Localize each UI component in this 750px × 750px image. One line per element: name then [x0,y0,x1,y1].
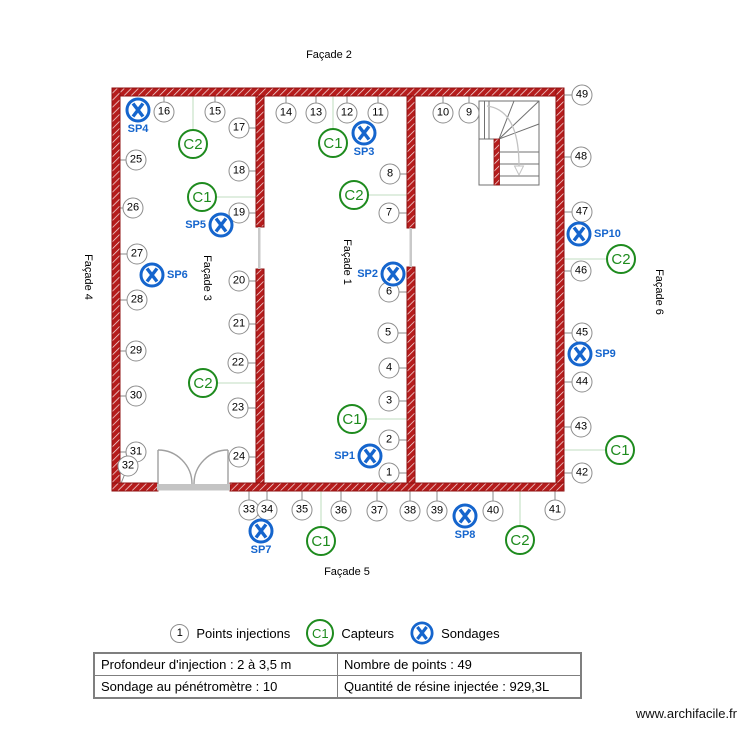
sondage-sp1 [334,443,383,469]
sondage-icon [410,621,434,645]
injection-point-34: 34 [257,500,278,521]
table-cell-quantite: Quantité de résine injectée : 929,3L [338,676,582,699]
injection-point-31: 31 [126,442,147,463]
injection-point-26: 26 [123,198,144,219]
sondage-label: SP2 [357,268,378,280]
injection-point-29: 29 [126,341,147,362]
injection-point-icon: 1 [170,624,189,643]
table-cell-sondage: Sondage au pénétromètre : 10 [94,676,338,699]
sondage-sp2 [357,261,406,287]
injection-point-33: 33 [239,500,260,521]
injection-point-23: 23 [228,398,249,419]
injection-point-27: 27 [127,244,148,265]
watermark: www.archifacile.fr [635,706,737,721]
injection-point-39: 39 [427,501,448,522]
injection-point-44: 44 [572,372,593,393]
capteur-c2-0: C2 [178,129,208,159]
sondage-label: SP8 [454,529,476,541]
legend [90,619,580,647]
injection-point-43: 43 [571,417,592,438]
capteur-c2-2: C2 [188,368,218,398]
capteur-c1-8: C1 [306,526,336,556]
injection-point-19: 19 [229,203,250,224]
injection-point-6: 6 [379,282,400,303]
staircase [479,101,539,185]
sondage-label: SP6 [167,269,188,281]
capteur-c1-5: C1 [337,404,367,434]
sondage-label: SP3 [353,146,375,158]
injection-point-32: 32 [118,456,139,477]
entrance-double-door [157,450,230,491]
sondage-x-icon [351,120,377,146]
sondage-sp4 [125,97,151,135]
facade-label-4: Façade 1 [341,239,353,285]
facade-label-5: Façade 6 [653,269,665,315]
sondage-x-icon [380,261,406,287]
injection-point-45: 45 [572,323,593,344]
sondage-label: SP1 [334,450,355,462]
injection-point-14: 14 [276,103,297,124]
table-cell-profondeur: Profondeur d'injection : 2 à 3,5 m [94,653,338,676]
injection-point-41: 41 [545,500,566,521]
injection-point-2: 2 [379,430,400,451]
injection-point-11: 11 [368,103,389,124]
legend-sondage-label: Sondages [441,625,500,641]
facade-label-3: Façade 3 [201,255,213,301]
sondage-sp5 [185,212,234,238]
capteur-c1-7: C1 [605,435,635,465]
injection-point-3: 3 [379,391,400,412]
leader-lines [113,92,621,541]
injection-point-4: 4 [379,358,400,379]
info-table [93,652,582,699]
sondage-x-icon [248,518,274,544]
injection-point-1: 1 [379,463,400,484]
injection-point-22: 22 [228,353,249,374]
sondage-sp9 [567,341,616,367]
injection-point-12: 12 [337,103,358,124]
sondage-sp10 [566,221,621,247]
injection-point-9: 9 [459,103,480,124]
injection-point-18: 18 [229,161,250,182]
sondage-sp3 [351,120,377,158]
table-row [94,676,581,699]
injection-point-16: 16 [154,102,175,123]
injection-point-49: 49 [572,85,593,106]
facade-label-2: Façade 4 [82,254,94,300]
sondage-sp7 [248,518,274,556]
injection-point-24: 24 [229,447,250,468]
injection-point-17: 17 [229,118,250,139]
injection-point-38: 38 [400,501,421,522]
sondage-sp6 [139,262,188,288]
injection-point-40: 40 [483,501,504,522]
sondage-label: SP4 [127,123,149,135]
injection-point-20: 20 [229,271,250,292]
capteur-c1-1: C1 [187,182,217,212]
sondage-sp8 [452,503,478,541]
legend-injection-label: Points injections [196,625,291,641]
injection-point-36: 36 [331,501,352,522]
injection-point-8: 8 [380,164,401,185]
facade-label-1: Façade 2 [306,49,352,61]
sondage-label: SP7 [250,544,272,556]
sondage-x-icon [452,503,478,529]
injection-point-13: 13 [306,103,327,124]
capteur-c2-9: C2 [505,525,535,555]
facade-label-6: Façade 5 [324,566,370,578]
injection-point-48: 48 [571,147,592,168]
injection-point-25: 25 [126,150,147,171]
injection-point-7: 7 [379,203,400,224]
sondage-x-icon [357,443,383,469]
injection-point-10: 10 [433,103,454,124]
sondage-x-icon [566,221,592,247]
capteur-c2-6: C2 [606,244,636,274]
injection-point-35: 35 [292,500,313,521]
injection-point-47: 47 [572,202,593,223]
capteur-c1-3: C1 [318,128,348,158]
injection-point-46: 46 [571,261,592,282]
sondage-label: SP10 [594,228,621,240]
sondage-x-icon [208,212,234,238]
injection-point-42: 42 [572,463,593,484]
sondage-x-icon [139,262,165,288]
capteur-c2-4: C2 [339,180,369,210]
capteur-icon: C1 [306,619,334,647]
injection-point-28: 28 [127,290,148,311]
sondage-x-icon [125,97,151,123]
sondage-x-icon [567,341,593,367]
legend-capteur-label: Capteurs [341,625,395,641]
sondage-label: SP9 [595,348,616,360]
table-row [94,653,581,676]
injection-point-21: 21 [229,314,250,335]
sondage-label: SP5 [185,219,206,231]
table-cell-nombre-points: Nombre de points : 49 [338,653,582,676]
injection-point-5: 5 [378,323,399,344]
injection-point-30: 30 [126,386,147,407]
injection-point-37: 37 [367,501,388,522]
injection-point-15: 15 [205,102,226,123]
